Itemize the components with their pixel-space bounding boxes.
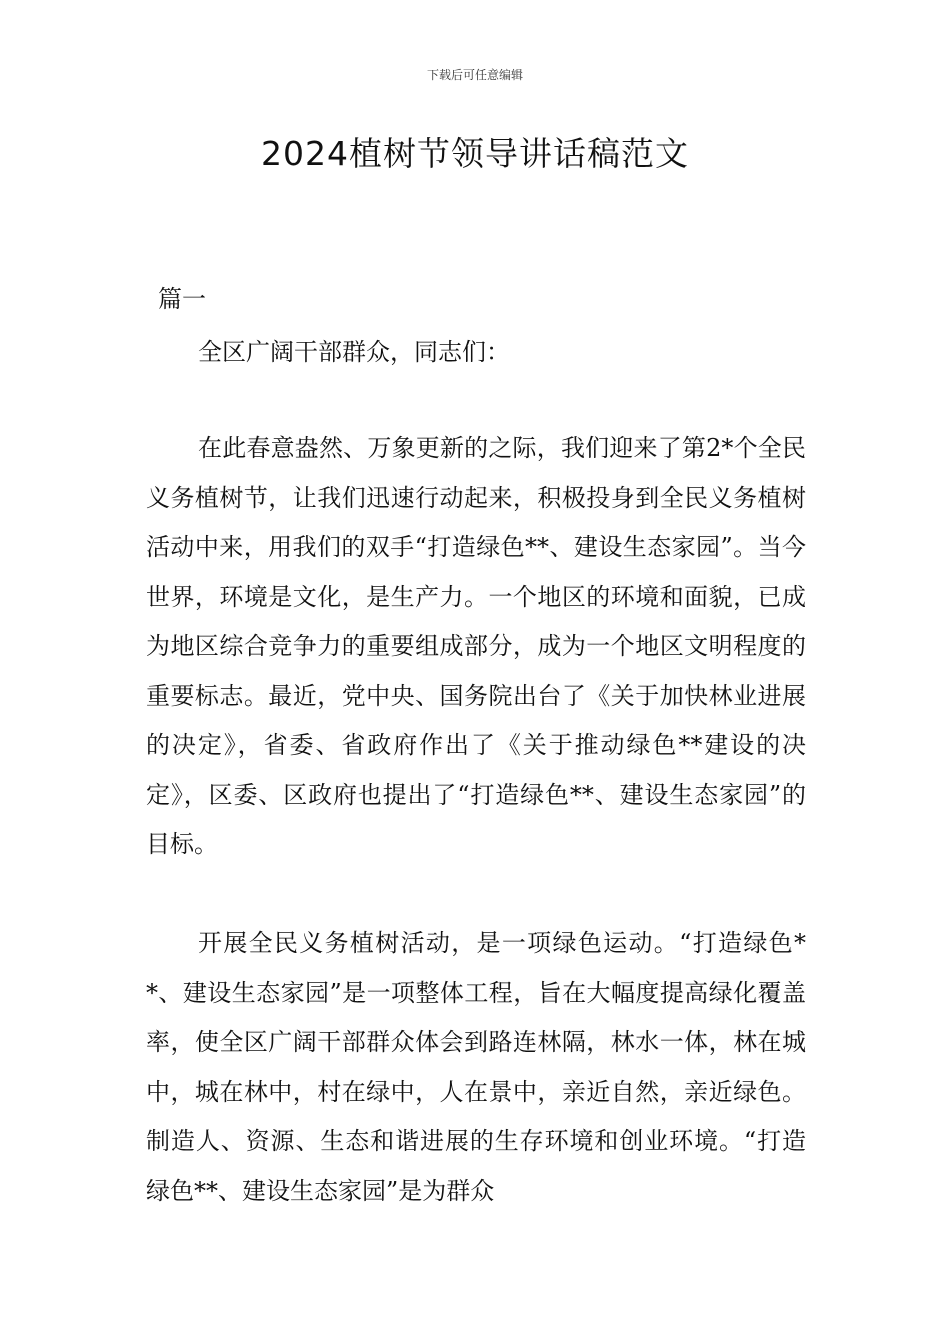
document-title: 2024植树节领导讲话稿范文 [261,134,689,173]
paragraph-2: 开展全民义务植树活动，是一项绿色运动。“打造绿色**、建设生态家园”是一项整体工程，旨在大幅度提高绿化覆盖率，使全区广阔干部群众体会到路连林隔，林水一体，林在城中，城在林中，村在绿中，人在景中，亲近自然，亲近绿色。制造人、资源、生态和谐进展的生存环境和创业环境。“打造绿色**、建设生态家园”是为群众 [146,929,806,1205]
section-label: 篇一 [158,285,206,313]
greeting-line: 全区广阔干部群众，同志们： [198,338,510,366]
page-header-note: 下载后可任意编辑 [426,68,523,82]
paragraph-1: 在此春意盎然、万象更新的之际，我们迎来了第2*个全民义务植树节，让我们迅速行动起来，积极投身到全民义务植树活动中来，用我们的双手“打造绿色**、建设生态家园”。当今世界，环境是文化，是生产力。一个地区的环境和面貌，已成为地区综合竞争力的重要组成部分，成为一个地区文明程度的重要标志。最近，党中央、国务院出台了《关于加快林业进展的决定》，省委、省政府作出了《关于推动绿色**建设的决定》，区委、区政府也提出了“打造绿色**、建设生态家园”的目标。 [146,434,806,858]
